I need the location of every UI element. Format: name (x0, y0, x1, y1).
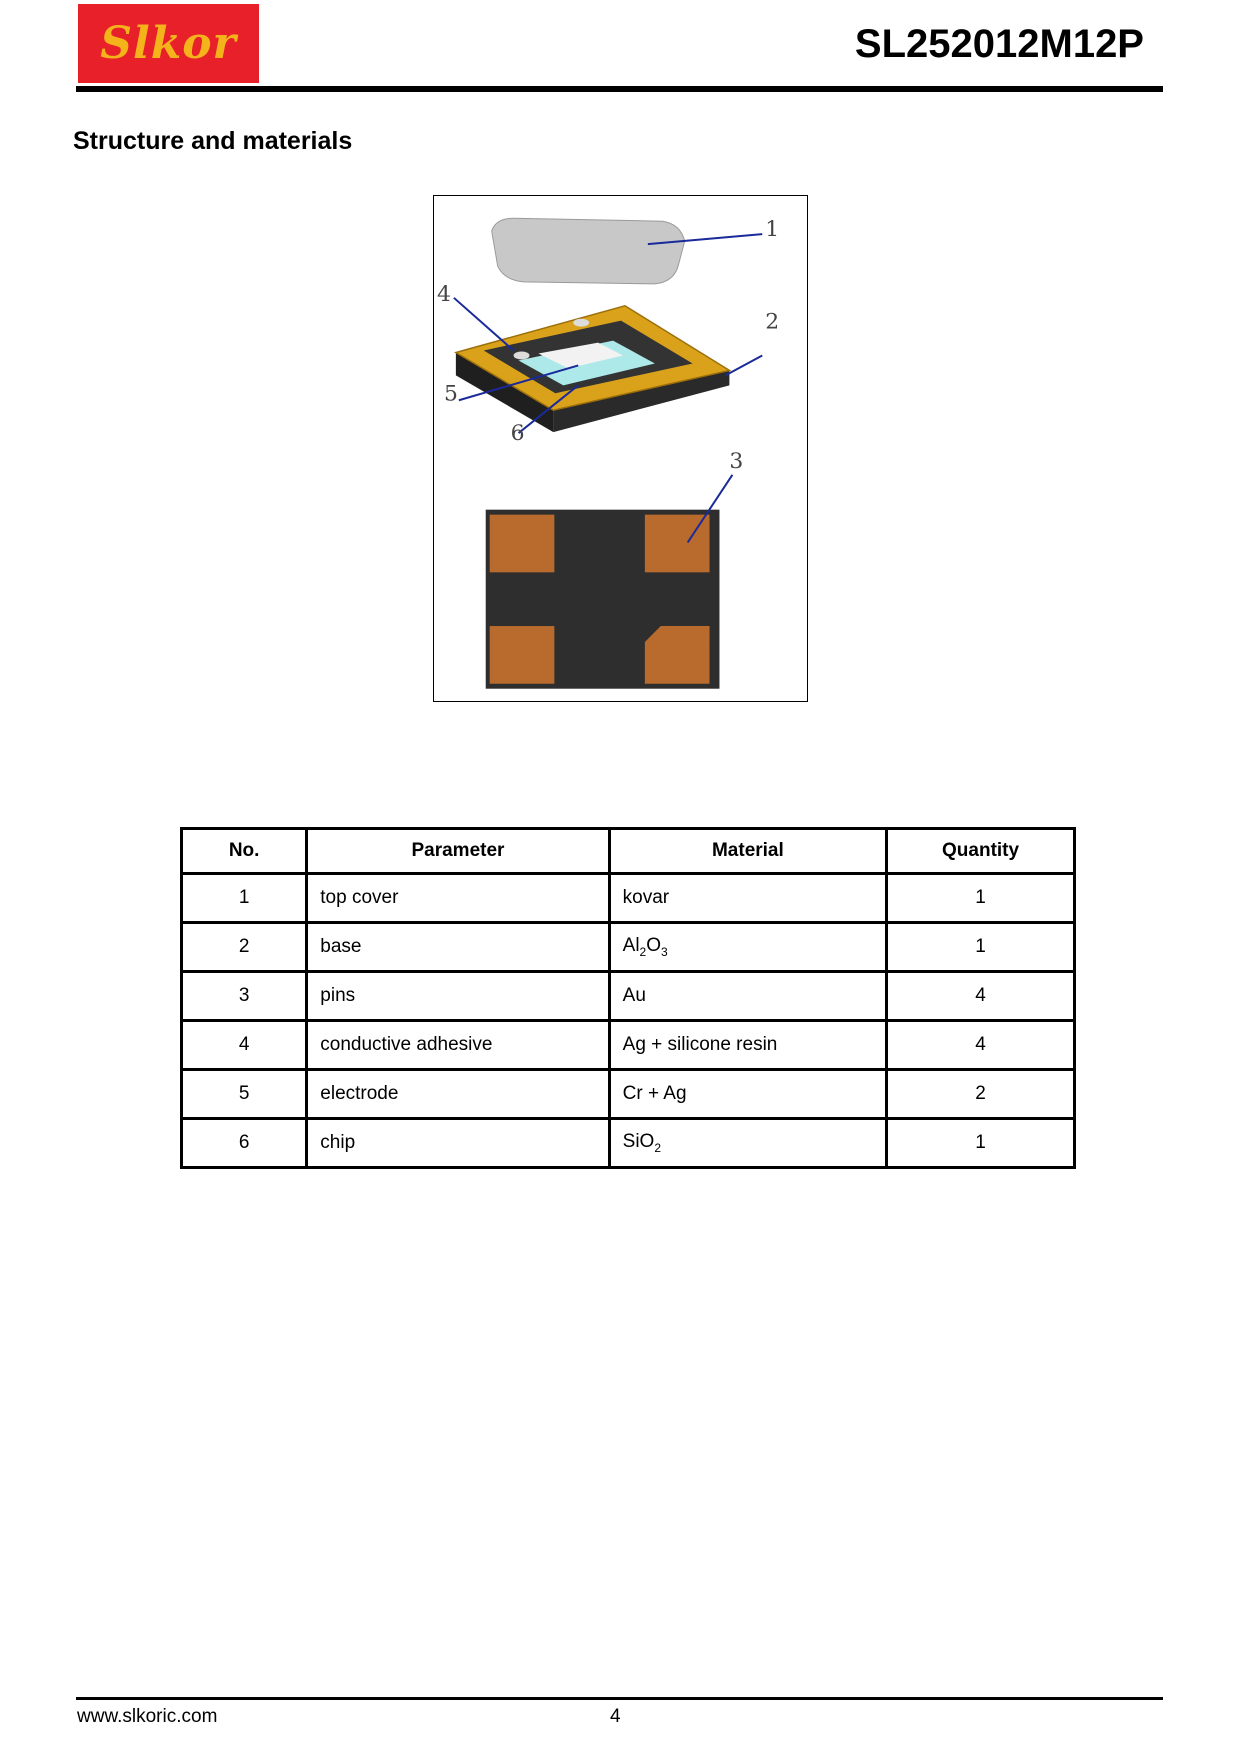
pin-tl (490, 515, 555, 573)
material-text: O (639, 1131, 655, 1153)
cell-quantity: 1 (887, 1119, 1075, 1168)
cell-parameter: conductive adhesive (307, 1021, 609, 1070)
section-title: Structure and materials (73, 127, 353, 155)
cell-no: 2 (182, 923, 307, 972)
brand-logo (78, 4, 259, 83)
table-row (182, 1021, 1075, 1070)
cell-material (609, 1119, 886, 1168)
cell-parameter: base (307, 923, 609, 972)
table-row (182, 1119, 1075, 1168)
cell-material (609, 1070, 886, 1119)
callout-1: 1 (765, 217, 780, 243)
cell-material (609, 874, 886, 923)
document-title: SL252012M12P (854, 22, 1144, 66)
header-quantity: Quantity (887, 829, 1075, 874)
callout-arrow-4 (454, 298, 514, 351)
material-text: Cr + Ag (622, 1083, 687, 1104)
material-text: Ag + silicone resin (622, 1034, 778, 1055)
cell-quantity: 4 (887, 972, 1075, 1021)
cell-material (609, 972, 886, 1021)
table-header-row (182, 829, 1075, 874)
cell-parameter: top cover (307, 874, 609, 923)
cell-no: 1 (182, 874, 307, 923)
materials-table (180, 827, 1076, 1169)
cell-no: 3 (182, 972, 307, 1021)
cell-quantity: 1 (887, 874, 1075, 923)
logo-text: Slkor (100, 18, 237, 69)
cell-parameter: chip (307, 1119, 609, 1168)
callout-4: 4 (436, 281, 451, 307)
pin-br (645, 626, 710, 684)
cell-no: 5 (182, 1070, 307, 1119)
header-parameter: Parameter (307, 829, 609, 874)
table-row (182, 874, 1075, 923)
cell-parameter: pins (307, 972, 609, 1021)
material-text: Au (622, 985, 646, 1006)
cell-no: 6 (182, 1119, 307, 1168)
page-number: 4 (610, 1706, 621, 1727)
material-subscript: 2 (654, 1140, 662, 1155)
cell-quantity: 1 (887, 923, 1075, 972)
adhesive-dot-a (514, 352, 530, 360)
cell-parameter: electrode (307, 1070, 609, 1119)
cell-quantity: 2 (887, 1070, 1075, 1119)
callout-2: 2 (765, 309, 780, 335)
header-divider (76, 86, 1163, 92)
material-text: kovar (622, 887, 670, 908)
callout-5: 5 (443, 381, 458, 407)
table-row (182, 923, 1075, 972)
cell-no: 4 (182, 1021, 307, 1070)
callout-6: 6 (510, 421, 525, 447)
top-cover-shape (492, 218, 685, 284)
header-material: Material (609, 829, 886, 874)
callout-arrow-2 (725, 355, 762, 375)
exploded-structure-figure (433, 195, 808, 702)
header-no: No. (182, 829, 307, 874)
footer-website: www.slkoric.com (77, 1706, 218, 1727)
cell-material (609, 1021, 886, 1070)
adhesive-dot-b (573, 319, 589, 327)
material-subscript: 3 (661, 944, 668, 959)
footer-divider (76, 1697, 1163, 1700)
structure-diagram (434, 196, 807, 701)
material-subscript: 2 (639, 944, 647, 959)
material-text: O (646, 935, 662, 957)
callout-3: 3 (729, 448, 744, 474)
cell-quantity: 4 (887, 1021, 1075, 1070)
table-row (182, 1070, 1075, 1119)
cell-material (609, 923, 886, 972)
material-text: Si (622, 1131, 640, 1153)
pin-bl (490, 626, 555, 684)
material-text: Al (622, 935, 640, 957)
table-row (182, 972, 1075, 1021)
